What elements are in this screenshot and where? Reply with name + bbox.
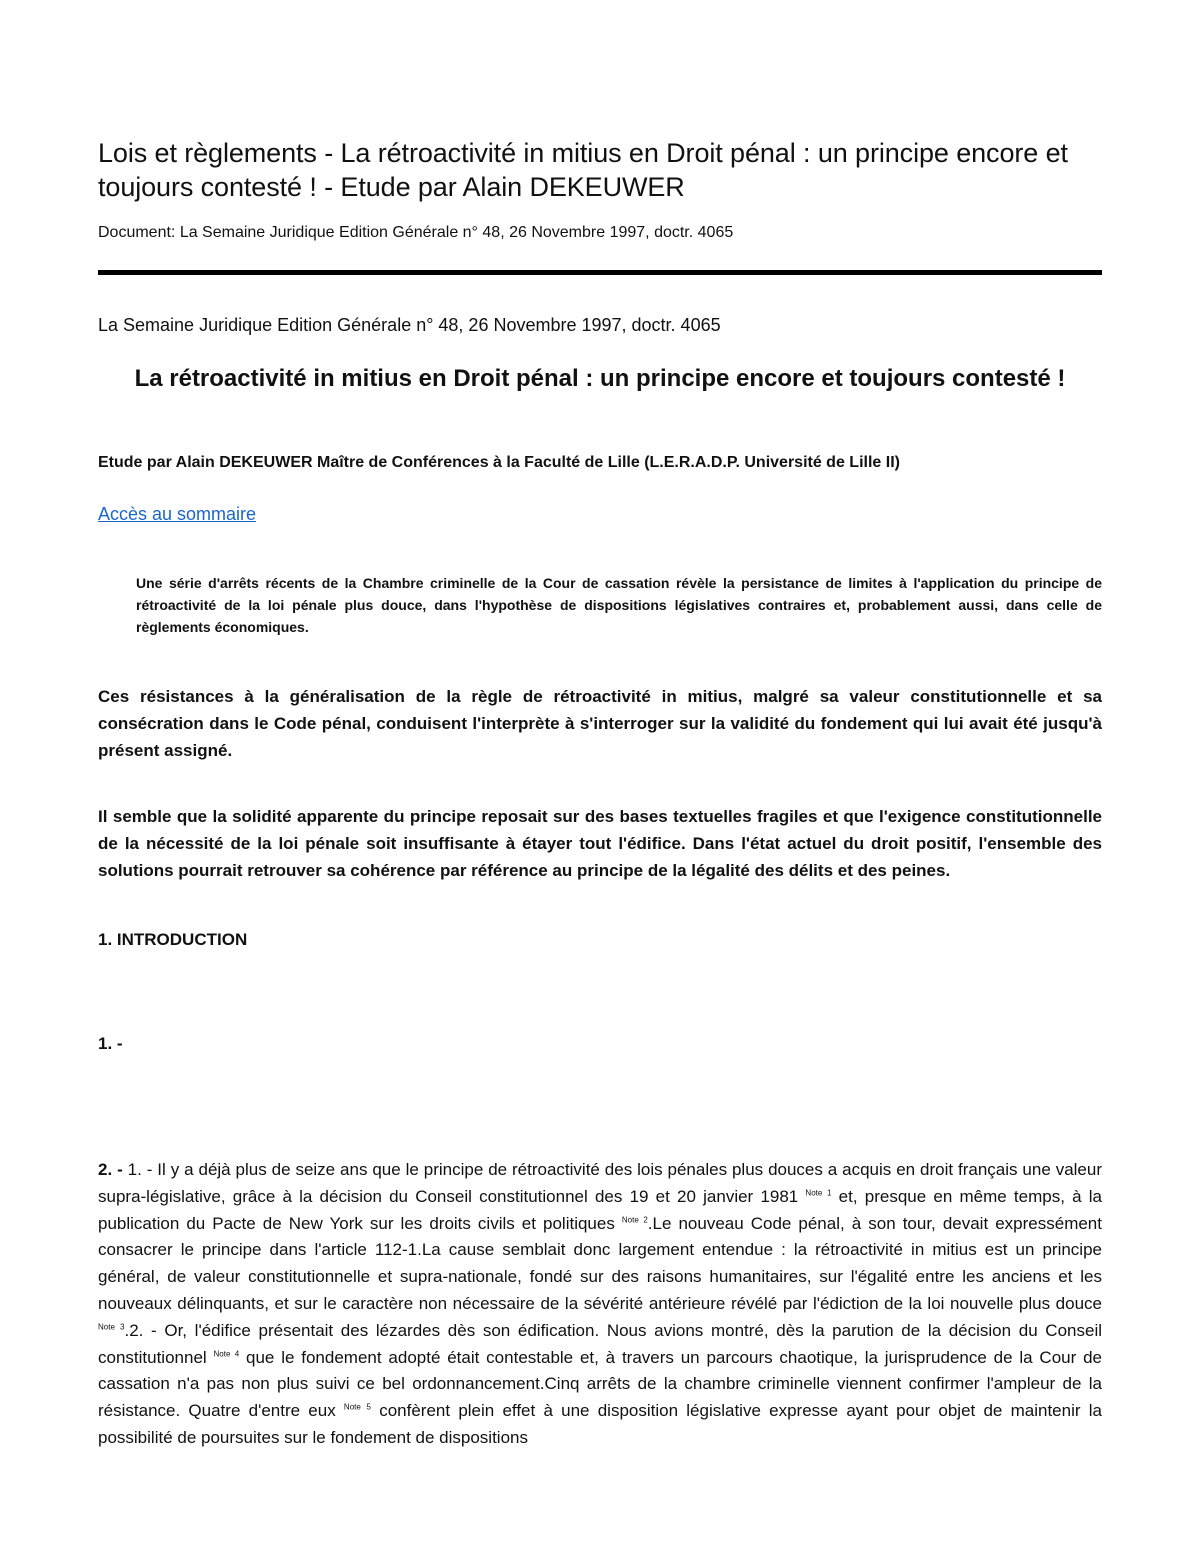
body-text-segment: .Le nouveau Code pénal, à son tour, devait expressément consacrer le principe dans l'article 112-1.La cause semblait donc largement entendue : la rétroactivité in mitius est un principe général, de valeur constitutionnelle et supra-nationale, fondé sur des raisons humanitaires, sur l'égalité entre les anciens et les nouveaux délinquants, et sur le caractère non nécessaire de la sévérité antérieure révélé par l'édiction de la loi nouvelle plus douce — [98, 1213, 1102, 1313]
body-text-segment: 1. - Il y a déjà plus de seize ans que le principe de rétroactivité des lois pénales plus douces a acquis en droit français une valeur supra-législative, grâce à la décision du Conseil constitutionnel des 19 et 20 janvier 1981 — [98, 1160, 1102, 1206]
paragraph-number-1: 1. - — [98, 1034, 123, 1053]
paragraph-number-2: 2. - — [98, 1160, 123, 1179]
body-text-segment: et, presque en même temps, à la publication du Pacte de New York sur les droits civils et politiques — [98, 1186, 1102, 1233]
footnote-link-5[interactable]: Note 5 — [343, 1402, 371, 1412]
article-title: La rétroactivité in mitius en Droit pénal : un principe encore et toujours contesté ! — [134, 365, 1066, 392]
document-reference: Document: La Semaine Juridique Edition Générale n° 48, 26 Novembre 1997, doctr. 4065 — [98, 224, 734, 241]
article-source: La Semaine Juridique Edition Générale n° 48, 26 Novembre 1997, doctr. 4065 — [98, 315, 721, 335]
author-line: Etude par Alain DEKEUWER Maître de Conférences à la Faculté de Lille (L.E.R.A.D.P. Université de Lille II) — [98, 454, 900, 471]
page-title: Lois et règlements - La rétroactivité in mitius en Droit pénal : un principe encore et toujours contesté ! - Etude par Alain DEKEUWER — [98, 138, 1068, 202]
body-text-segment: .2. - Or, l'édifice présentait des lézardes dès son édification. Nous avions montré, dès la parution de la décision du Conseil constitutionnel — [98, 1320, 1102, 1367]
footnote-link-3[interactable]: Note 3 — [98, 1322, 125, 1332]
horizontal-rule — [98, 270, 1102, 275]
footnote-link-2[interactable]: Note 2 — [621, 1214, 648, 1224]
footnote-link-4[interactable]: Note 4 — [213, 1348, 240, 1358]
table-of-contents-link[interactable]: Accès au sommaire — [98, 504, 257, 524]
abstract: Une série d'arrêts récents de la Chambre criminelle de la Cour de cassation révèle la persistance de limites à l'application du principe de rétroactivité de la loi pénale plus douce, dans l'hypothèse de dispositions législatives contraires et, probablement aussi, dans celle de règlements économiques. — [136, 575, 1102, 635]
body-paragraph — [98, 1157, 1102, 1452]
body-text-segment: confèrent plein effet à une disposition législative expresse ayant pour objet de maintenir la possibilité de poursuites sur le fondement de dispositions — [98, 1401, 1102, 1447]
body-text-segment: que le fondement adopté était contestable et, à travers un parcours chaotique, la jurisprudence de la Cour de cassation n'a pas non plus suivi ce bel ordonnancement.Cinq arrêts de la chambre criminelle viennent confirmer l'ampleur de la résistance. Quatre d'entre eux — [98, 1347, 1102, 1421]
footnote-link-1[interactable]: Note 1 — [805, 1188, 832, 1198]
section-heading: 1. INTRODUCTION — [98, 930, 248, 949]
intro-paragraph-2: Il semble que la solidité apparente du principe reposait sur des bases textuelles fragiles et que l'exigence constitutionnelle de la nécessité de la loi pénale soit insuffisante à étayer tout l'édifice. Dans l'état actuel du droit positif, l'ensemble des solutions pourrait retrouver sa cohérence par référence au principe de la légalité des délits et des peines. — [98, 807, 1102, 880]
intro-paragraph-1: Ces résistances à la généralisation de la règle de rétroactivité in mitius, malgré sa valeur constitutionnelle et sa consécration dans le Code pénal, conduisent l'interprète à s'interroger sur la validité du fondement qui lui avait été jusqu'à présent assigné. — [98, 687, 1102, 760]
